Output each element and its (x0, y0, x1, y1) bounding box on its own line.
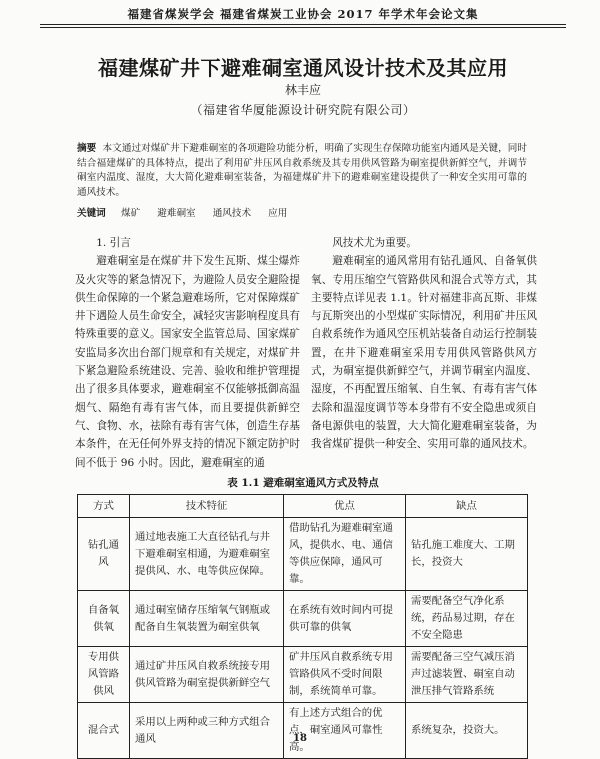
header-rule-thin (40, 27, 566, 28)
abstract-text: 本文通过对煤矿井下避难硐室的各项避险功能分析，明确了实现生存保障功能室内通风是关键，同时结合福建煤矿的具体特点，提出了利用矿井压风自救系统及其专用供风管路为硐室提供新鲜空气，并调节硐室内温度、湿度，大大简化避难硐室装备，为福建煤矿井下的避难硐室建设提供了一种安全实用可靠的通风技术。 (77, 143, 528, 198)
abstract-label: 摘要 (77, 143, 97, 154)
body-paragraph: 避难硐室是在煤矿井下发生瓦斯、煤尘爆炸及火灾等的紧急情况下，为避险人员安全避险提供生命保障的一个紧急避难场所，它对保障煤矿井下遇险人员生命安全，减轻灾害影响程度具有特殊重要的意义。国家安全监管总局、国家煤矿安监局多次出台部门规章和有关规定，对煤矿井下紧急避险系统建设、完善、验收和维护管理提出了很多具体要求，避难硐室不仅能够抵御高温烟气、隔绝有毒有害气体，而且要提供新鲜空气、食物、水，祛除有毒有害气体，创造生存基本条件，在无任何外界支持的情况下额定防护时间不低于 96 小时。因此，避难硐室的通 (75, 255, 300, 469)
keyword: 避难硐室 (157, 208, 196, 219)
page-number: 18 (293, 733, 307, 744)
table-cell: 在系统有效时间内可提供可靠的供氧 (284, 591, 406, 647)
table-cell: 采用以上两种或三种方式组合通风 (130, 703, 284, 759)
table-cell: 自备氧供氧 (78, 591, 130, 647)
table-cell: 钻孔通风 (78, 518, 130, 591)
keywords (77, 205, 527, 219)
table-cell: 借助钻孔为避难硐室通风，提供水、电、通信等供应保障，通风可靠。 (284, 518, 406, 591)
table-row (78, 647, 528, 703)
table-cell: 需要配备三空气减压消声过滤装置、硐室自动泄压排气管路系统 (406, 647, 528, 703)
table-cell: 混合式 (78, 703, 130, 759)
table-cell: 有上述方式组合的优点，硐室通风可靠性高。 (284, 703, 406, 759)
ventilation-table (77, 494, 528, 759)
keyword: 煤矿 (121, 208, 141, 219)
keyword: 通风技术 (212, 208, 252, 219)
author: 林丰应 (284, 83, 321, 97)
table-row (78, 703, 528, 759)
table-row (78, 591, 528, 647)
section-heading: 1. 引言 (96, 237, 131, 249)
running-header: 福建省煤炭学会 福建省煤炭工业协会 2017 年学术年会论文集 (127, 7, 479, 21)
paper-title: 福建煤矿井下避难硐室通风设计技术及其应用 (98, 56, 508, 80)
table-header: 优点 (284, 495, 406, 518)
table-cell: 钻孔施工难度大、工期长，投资大 (406, 518, 528, 591)
table-header: 缺点 (406, 495, 528, 518)
table-caption: 表 1.1 避难硐室通风方式及特点 (227, 477, 379, 489)
left-column (75, 234, 300, 472)
table-cell: 通过硐室储存压缩氧气钢瓶或配备自生氧装置为硐室供氧 (130, 591, 284, 647)
table-cell: 专用供风管路供风 (78, 647, 130, 703)
table-cell: 通过矿井压风自救系统接专用供风管路为硐室提供新鲜空气 (130, 647, 284, 703)
table-cell: 矿井压风自救系统专用管路供风不受时间限制，系统简单可靠。 (284, 647, 406, 703)
table-header-row (78, 495, 528, 518)
body-paragraph-continued: 风技术尤为重要。 (332, 237, 417, 249)
header-rule (40, 24, 566, 25)
table-header: 方式 (78, 495, 130, 518)
affiliation: （福建省华厦能源设计研究院有限公司） (190, 103, 416, 117)
abstract (77, 142, 527, 200)
body-paragraph: 避难硐室的通风常用有钻孔通风、自备氧供氧、专用压缩空气管路供风和混合式等方式，其主要特点详见表 1.1。针对福建非高瓦斯、非煤与瓦斯突出的小型煤矿实际情况，利用矿井压风自救系统作为通风空压机站装备自动运行控制装置，在井下避难硐室采用专用供风管路供风方式，为硐室提供新鲜空气，并调节硐室内温度、湿度，不再配置压缩氧、自生氧、有毒有害气体去除和温湿度调节等本身带有不安全隐患或须自备电源供电的装置，大大简化避难硐室装备，为我省煤矿提供一种安全、实用可靠的通风技术。 (311, 255, 537, 451)
table-cell: 系统复杂，投资大。 (406, 703, 528, 759)
table-row (78, 518, 528, 591)
right-column (311, 234, 537, 454)
keywords-label: 关键词 (77, 208, 106, 219)
table-cell: 需要配备空气净化系统，药品易过期，存在不安全隐患 (406, 591, 528, 647)
keyword: 应用 (268, 208, 288, 219)
table-cell: 通过地表施工大直径钻孔与井下避难硐室相通，为避难硐室提供风、水、电等供应保障。 (130, 518, 284, 591)
table-header: 技术特征 (130, 495, 284, 518)
